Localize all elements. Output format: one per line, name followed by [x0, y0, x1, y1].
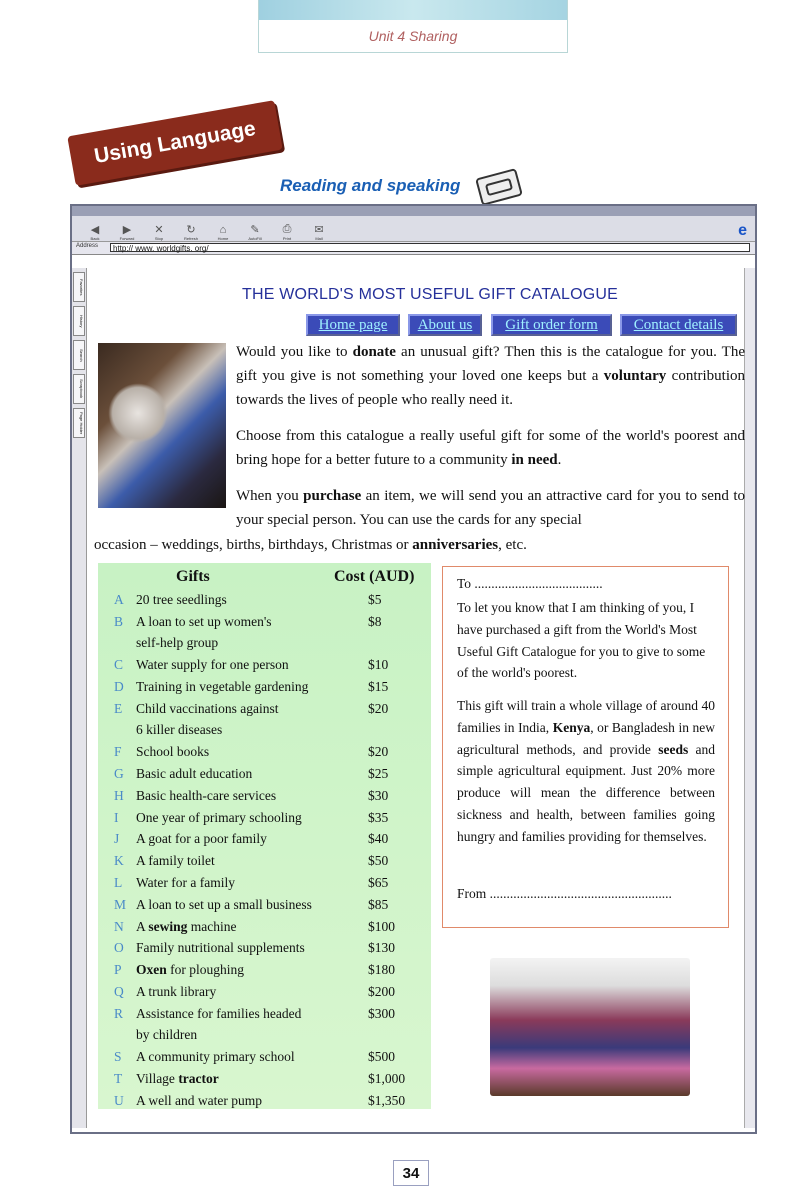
- card-from-line: From ......................................................: [457, 886, 672, 901]
- unit-banner: [258, 0, 568, 53]
- autofill-button[interactable]: ✎ AutoFill: [240, 223, 270, 241]
- back-button[interactable]: ◀ Back: [80, 223, 110, 241]
- choose-paragraph: Choose from this catalogue a really useful gift for some of the world's poorest and bring hope for a better future to a community in need.: [236, 428, 745, 468]
- cassette-icon: [475, 168, 523, 206]
- refresh-button[interactable]: ↻ Refresh: [176, 223, 206, 241]
- nav-home-page[interactable]: Home page: [306, 314, 400, 336]
- forward-button[interactable]: ▶ Forward: [112, 223, 142, 241]
- browser-sidebar: [72, 268, 87, 1128]
- card-message: To let you know that I am thinking of you, I have purchased a gift from the World's Most Useful Gift Catalogue for you to give to some of the world's poorest.: [457, 600, 706, 681]
- banner-sky-image: [259, 0, 567, 20]
- nav-gift-order-form[interactable]: Gift order form: [491, 314, 612, 336]
- gift-card: [442, 566, 729, 928]
- subheading: Reading and speaking: [280, 176, 461, 195]
- table-header-gifts: Gifts: [176, 568, 210, 585]
- sidebar-tab-search[interactable]: Search: [73, 340, 85, 370]
- table-header-cost: Cost (AUD): [334, 568, 415, 585]
- catalog-title: THE WORLD'S MOST USEFUL GIFT CATALOGUE: [242, 286, 619, 303]
- nav-about-us[interactable]: About us: [408, 314, 482, 336]
- stop-button[interactable]: ✕ Stop: [144, 223, 174, 241]
- print-icon: ⎙: [282, 223, 292, 235]
- vertical-scrollbar[interactable]: [744, 268, 755, 1128]
- purchase-paragraph-end: occasion – weddings, births, birthdays, Christmas or anniversaries, etc.: [94, 537, 527, 553]
- browser-logo-icon: e: [738, 222, 747, 239]
- section-tag: Using Language: [67, 100, 282, 186]
- home-icon: ⌂: [219, 224, 227, 236]
- mail-icon: ✉: [314, 224, 324, 236]
- woman-sewing-photo: [98, 343, 226, 508]
- url-input[interactable]: http:// www. worldgifts. org/: [110, 243, 750, 252]
- sidebar-tab-page-holder[interactable]: Page Holder: [73, 408, 85, 438]
- card-to-line: To ......................................: [457, 576, 603, 591]
- village-children-photo: [490, 958, 690, 1096]
- sidebar-tab-history[interactable]: History: [73, 306, 85, 336]
- forward-icon: ▶: [122, 224, 132, 236]
- browser-titlebar: [72, 206, 755, 216]
- browser-toolbar: [72, 216, 755, 242]
- sidebar-tab-favorites[interactable]: Favorites: [73, 272, 85, 302]
- nav-contact-details[interactable]: Contact details: [620, 314, 737, 336]
- back-icon: ◀: [90, 224, 100, 236]
- gift-table: Gifts Cost (AUD) A 20 tree seedlings $5 B A loan to set up women's $8 self-help group C Water supply for one person $10 D Training in vegetable gardening $15 E Child vaccinations against $20 6 killer diseases F School books $20 G Basic adult education $25 H Basic health-care services $30 I One year of primary schooling $35 J A goat for a poor family $40 K A family toilet $50 L Water for a family $65 M A loan to set up a small business $85 N A sewing machine $100 O Family nutritional supplements $130 P Oxen for ploughing $180 Q A trunk library $200 R Assistance for families headed $300 by children S A community primary school $500 T Village tractor $1,000 U A well and water pump $1,350: [98, 563, 431, 1109]
- intro-paragraph: Would you like to donate an unusual gift? Then this is the catalogue for you. The gift you give is not something your loved one keeps but a voluntary contribution towards the lives of people who really need it.: [236, 344, 745, 408]
- card-gift-description: This gift will train a whole village of around 40 families in India, Kenya, or Bangladesh in new agricultural methods, and provide seeds and simple agricultural equipment. Just 20% more produce will mean the difference between sickness and health, between families going hungry and families providing for themselves.: [457, 698, 715, 844]
- address-label: Address: [76, 243, 99, 249]
- stop-icon: ✕: [154, 224, 164, 236]
- page-number: 34: [393, 1160, 429, 1186]
- address-bar: [72, 242, 755, 255]
- refresh-icon: ↻: [186, 224, 196, 236]
- home-button[interactable]: ⌂ Home: [208, 224, 238, 241]
- sidebar-tab-scrapbook[interactable]: Scrapbook: [73, 374, 85, 404]
- unit-label: Unit 4 Sharing: [368, 28, 458, 44]
- purchase-paragraph: When you purchase an item, we will send you an attractive card for you to send to your special person. You can use the cards for any special: [236, 488, 745, 528]
- autofill-icon: ✎: [250, 224, 260, 236]
- mail-button[interactable]: ✉ Mail: [304, 223, 334, 241]
- print-button[interactable]: ⎙ Print: [272, 223, 302, 241]
